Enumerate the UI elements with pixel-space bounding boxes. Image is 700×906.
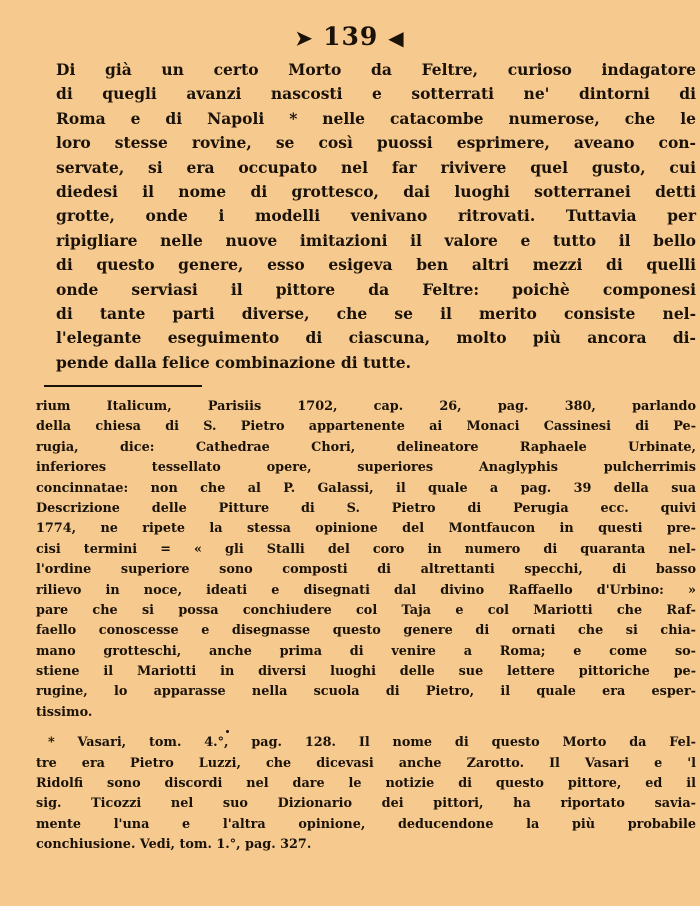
- footnote-line: faello conoscesse e disegnasse questo genere di ornati che si chia-: [36, 623, 696, 639]
- footnote-line: conchiusione. Vedi, tom. 1.°, pag. 327.: [36, 837, 312, 853]
- body-line: di quegli avanzi nascosti e sotterrati ne' dintorni di: [56, 84, 696, 104]
- ink-speck: [226, 730, 229, 733]
- body-line: l'elegante eseguimento di ciascuna, molto più ancora di-: [56, 328, 696, 348]
- footnote-line: mente l'una e l'altra opinione, deducendone la più probabile: [36, 816, 696, 832]
- left-arrow-ornament: ➤: [295, 26, 314, 50]
- page-header: [0, 22, 700, 53]
- body-line: loro stesse rovine, se così puossi esprimere, aveano con-: [56, 133, 696, 153]
- body-line: di tante parti diverse, che se il merito consiste nel-: [56, 303, 696, 323]
- body-line: grotte, onde i modelli venivano ritrovati. Tuttavia per: [56, 206, 696, 226]
- footnote-line: rilievo in noce, ideati e disegnati dal divino Raffaello d'Urbino: »: [36, 582, 696, 598]
- body-line: onde serviasi il pittore da Feltre: poichè componesi: [56, 279, 696, 299]
- footnote-line: rugine, lo apparasse nella scuola di Pietro, il quale era esper-: [36, 684, 696, 700]
- footnote-line: rium Italicum, Parisiis 1702, cap. 26, pag. 380, parlando: [36, 399, 696, 414]
- footnote-line: rugia, dice: Cathedrae Chori, delineatore Raphaele Urbinate,: [36, 439, 696, 455]
- footnote-line: Descrizione delle Pitture di S. Pietro di Perugia ecc. quivi: [36, 500, 696, 516]
- footnote-separator: [44, 385, 202, 387]
- footnote-line: l'ordine superiore sono composti di altrettanti specchi, di basso: [36, 562, 696, 578]
- footnote-line: stiene il Mariotti in diversi luoghi delle sue lettere pittoriche pe-: [36, 664, 696, 680]
- footnote-line: Ridolfi sono discordi nel dare le notizie di questo pittore, ed il: [36, 776, 696, 792]
- main-text: [56, 58, 696, 375]
- footnote-line: inferiores tessellato opere, superiores Anaglyphis pulcherrimis: [36, 460, 696, 476]
- body-line: di questo genere, esso esigeva ben altri mezzi di quelli: [56, 255, 696, 275]
- footnotes: [36, 397, 696, 856]
- footnote-line: 1774, ne ripete la stessa opinione del Montfaucon in questi pre-: [36, 521, 696, 537]
- body-line: Roma e di Napoli * nelle catacombe numerose, che le: [56, 108, 696, 128]
- footnote-line: della chiesa di S. Pietro appartenente ai Monaci Cassinesi di Pe-: [36, 419, 696, 435]
- page-number: 139: [323, 22, 379, 51]
- body-line: servate, si era occupato nel far rivivere quel gusto, cui: [56, 157, 696, 177]
- footnote-line: sig. Ticozzi nel suo Dizionario dei pittori, ha riportato savia-: [36, 796, 696, 812]
- body-line: pende dalla felice combinazione di tutte.: [56, 352, 412, 372]
- footnote-line: concinnatae: non che al P. Galassi, il quale a pag. 39 della sua: [36, 480, 696, 496]
- body-line: diedesi il nome di grottesco, dai luoghi sotterranei detti: [56, 181, 696, 201]
- footnote-line: pare che si possa conchiudere col Taja e col Mariotti che Raf-: [36, 602, 696, 618]
- footnote-line: tissimo.: [36, 704, 93, 720]
- right-arrow-ornament: ◀: [388, 26, 405, 50]
- body-line: Di già un certo Morto da Feltre, curioso indagatore: [56, 60, 696, 79]
- footnote-line: cisi termini = « gli Stalli del coro in numero di quaranta nel-: [36, 541, 696, 557]
- footnote-line: * Vasari, tom. 4.°, pag. 128. Il nome di questo Morto da Fel-: [48, 735, 696, 751]
- footnote-line: tre era Pietro Luzzi, che dicevasi anche Zarotto. Il Vasari e 'l: [36, 755, 696, 771]
- body-line: ripigliare nelle nuove imitazioni il valore e tutto il bello: [56, 230, 696, 250]
- footnote-line: mano grotteschi, anche prima di venire a Roma; e come so-: [36, 643, 696, 659]
